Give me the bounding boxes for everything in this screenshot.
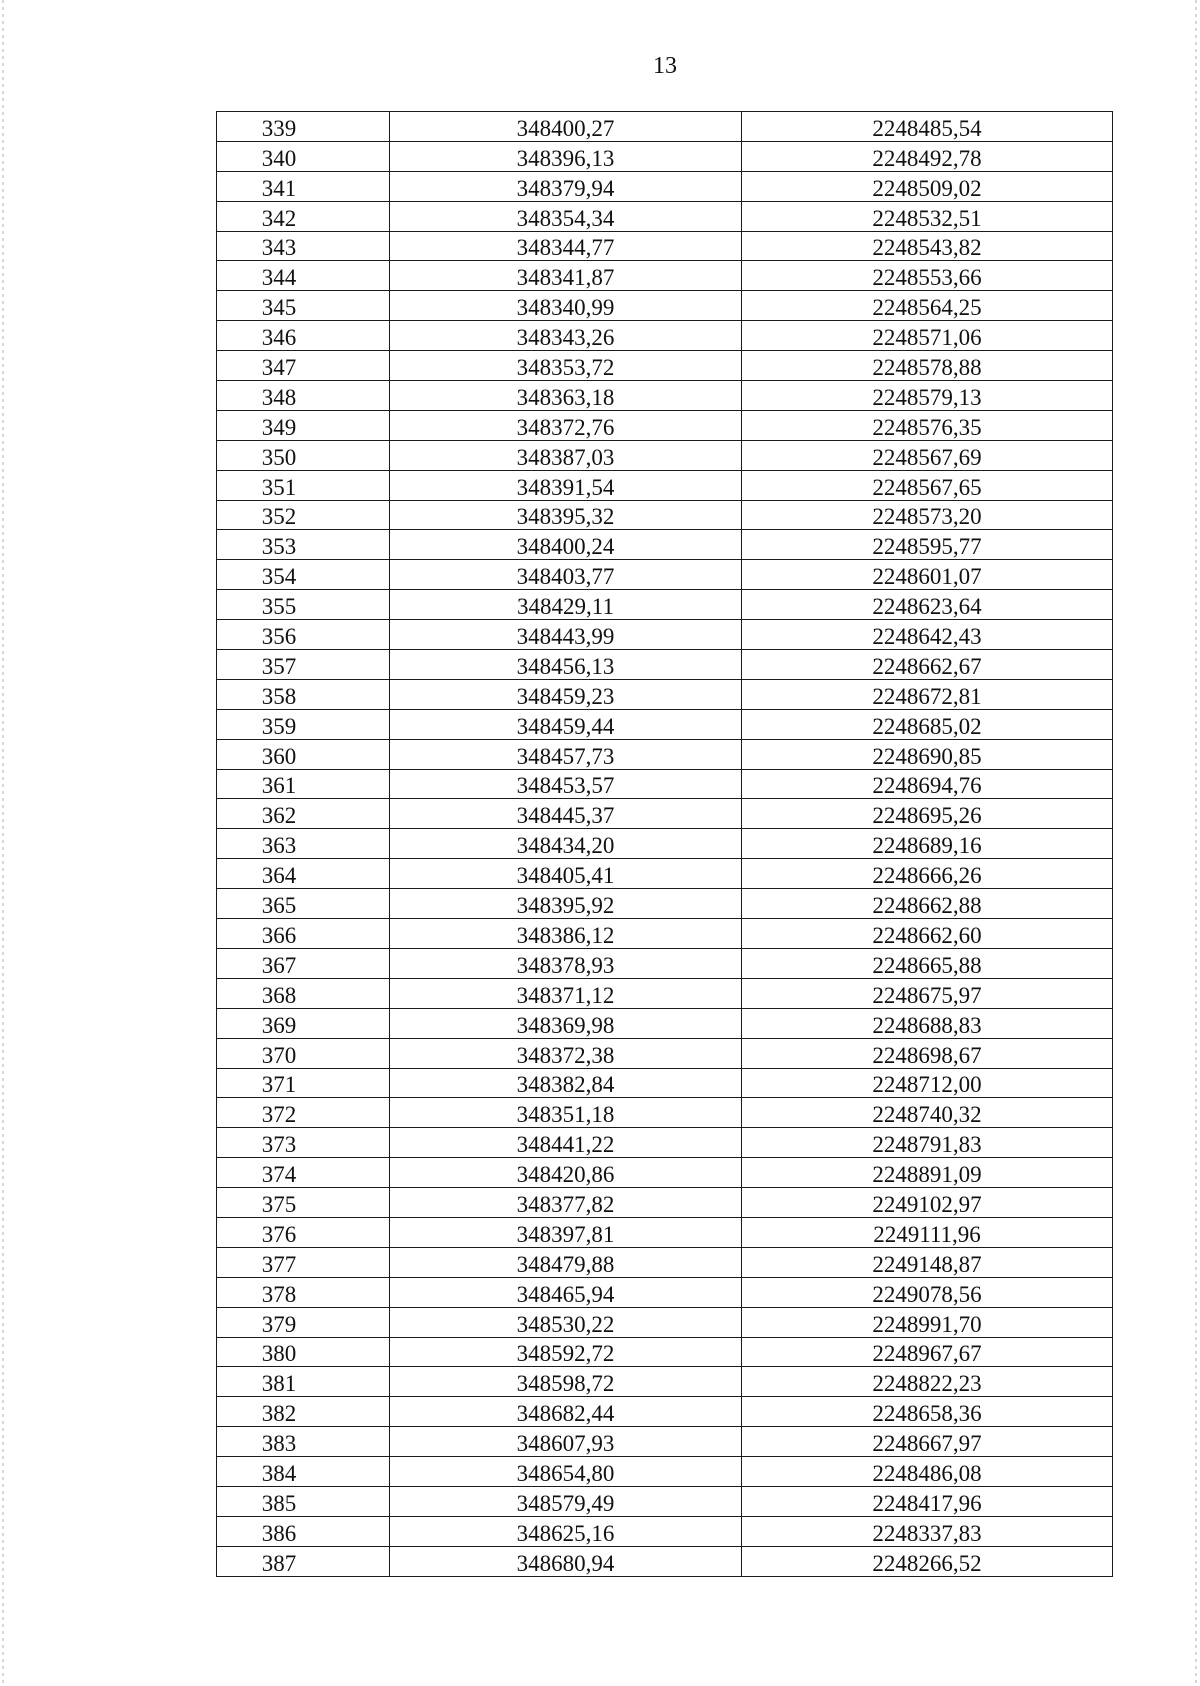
x-coordinate-cell: 348372,76 xyxy=(390,410,742,440)
point-number-cell: 346 xyxy=(217,321,390,351)
coordinates-table-body xyxy=(217,112,1113,1577)
x-coordinate-cell: 348465,94 xyxy=(390,1277,742,1307)
point-number-cell: 356 xyxy=(217,620,390,650)
point-number-cell: 339 xyxy=(217,112,390,142)
table-row xyxy=(217,1188,1113,1218)
y-coordinate-cell: 2248685,02 xyxy=(742,709,1113,739)
x-coordinate-cell: 348459,23 xyxy=(390,679,742,709)
table-row xyxy=(217,679,1113,709)
x-coordinate-cell: 348397,81 xyxy=(390,1217,742,1247)
table-row xyxy=(217,919,1113,949)
point-number-cell: 352 xyxy=(217,500,390,530)
y-coordinate-cell: 2248567,65 xyxy=(742,470,1113,500)
x-coordinate-cell: 348598,72 xyxy=(390,1367,742,1397)
point-number-cell: 367 xyxy=(217,948,390,978)
y-coordinate-cell: 2248695,26 xyxy=(742,799,1113,829)
y-coordinate-cell: 2248662,60 xyxy=(742,919,1113,949)
y-coordinate-cell: 2248509,02 xyxy=(742,171,1113,201)
table-row xyxy=(217,1128,1113,1158)
point-number-cell: 350 xyxy=(217,440,390,470)
x-coordinate-cell: 348371,12 xyxy=(390,978,742,1008)
y-coordinate-cell: 2249111,96 xyxy=(742,1217,1113,1247)
table-row xyxy=(217,1217,1113,1247)
x-coordinate-cell: 348453,57 xyxy=(390,769,742,799)
y-coordinate-cell: 2248337,83 xyxy=(742,1516,1113,1546)
y-coordinate-cell: 2248690,85 xyxy=(742,739,1113,769)
y-coordinate-cell: 2248543,82 xyxy=(742,231,1113,261)
x-coordinate-cell: 348391,54 xyxy=(390,470,742,500)
x-coordinate-cell: 348344,77 xyxy=(390,231,742,261)
table-row xyxy=(217,171,1113,201)
point-number-cell: 347 xyxy=(217,351,390,381)
y-coordinate-cell: 2248967,67 xyxy=(742,1337,1113,1367)
y-coordinate-cell: 2248567,69 xyxy=(742,440,1113,470)
table-row xyxy=(217,381,1113,411)
scan-edge-right xyxy=(1195,0,1197,1686)
table-row xyxy=(217,201,1113,231)
y-coordinate-cell: 2248595,77 xyxy=(742,530,1113,560)
table-row xyxy=(217,470,1113,500)
table-row xyxy=(217,1098,1113,1128)
table-row xyxy=(217,1008,1113,1038)
y-coordinate-cell: 2248740,32 xyxy=(742,1098,1113,1128)
x-coordinate-cell: 348396,13 xyxy=(390,141,742,171)
point-number-cell: 348 xyxy=(217,381,390,411)
table-row xyxy=(217,1247,1113,1277)
x-coordinate-cell: 348403,77 xyxy=(390,560,742,590)
point-number-cell: 369 xyxy=(217,1008,390,1038)
table-row xyxy=(217,530,1113,560)
table-row xyxy=(217,650,1113,680)
point-number-cell: 359 xyxy=(217,709,390,739)
x-coordinate-cell: 348434,20 xyxy=(390,829,742,859)
table-row xyxy=(217,500,1113,530)
x-coordinate-cell: 348607,93 xyxy=(390,1427,742,1457)
x-coordinate-cell: 348420,86 xyxy=(390,1158,742,1188)
table-row xyxy=(217,859,1113,889)
y-coordinate-cell: 2248991,70 xyxy=(742,1307,1113,1337)
table-row xyxy=(217,1367,1113,1397)
table-row xyxy=(217,410,1113,440)
point-number-cell: 355 xyxy=(217,590,390,620)
x-coordinate-cell: 348343,26 xyxy=(390,321,742,351)
y-coordinate-cell: 2248486,08 xyxy=(742,1457,1113,1487)
point-number-cell: 345 xyxy=(217,291,390,321)
x-coordinate-cell: 348479,88 xyxy=(390,1247,742,1277)
point-number-cell: 370 xyxy=(217,1038,390,1068)
point-number-cell: 372 xyxy=(217,1098,390,1128)
point-number-cell: 373 xyxy=(217,1128,390,1158)
table-row xyxy=(217,799,1113,829)
x-coordinate-cell: 348441,22 xyxy=(390,1128,742,1158)
x-coordinate-cell: 348579,49 xyxy=(390,1486,742,1516)
point-number-cell: 362 xyxy=(217,799,390,829)
y-coordinate-cell: 2248564,25 xyxy=(742,291,1113,321)
table-row xyxy=(217,1038,1113,1068)
table-row xyxy=(217,1337,1113,1367)
point-number-cell: 358 xyxy=(217,679,390,709)
y-coordinate-cell: 2249148,87 xyxy=(742,1247,1113,1277)
y-coordinate-cell: 2248689,16 xyxy=(742,829,1113,859)
table-row xyxy=(217,1277,1113,1307)
y-coordinate-cell: 2248712,00 xyxy=(742,1068,1113,1098)
y-coordinate-cell: 2248822,23 xyxy=(742,1367,1113,1397)
point-number-cell: 342 xyxy=(217,201,390,231)
point-number-cell: 368 xyxy=(217,978,390,1008)
y-coordinate-cell: 2248485,54 xyxy=(742,112,1113,142)
y-coordinate-cell: 2248666,26 xyxy=(742,859,1113,889)
x-coordinate-cell: 348379,94 xyxy=(390,171,742,201)
table-row xyxy=(217,1397,1113,1427)
table-row xyxy=(217,978,1113,1008)
y-coordinate-cell: 2248694,76 xyxy=(742,769,1113,799)
y-coordinate-cell: 2248553,66 xyxy=(742,261,1113,291)
x-coordinate-cell: 348680,94 xyxy=(390,1546,742,1576)
point-number-cell: 371 xyxy=(217,1068,390,1098)
table-row xyxy=(217,769,1113,799)
point-number-cell: 360 xyxy=(217,739,390,769)
x-coordinate-cell: 348378,93 xyxy=(390,948,742,978)
y-coordinate-cell: 2248492,78 xyxy=(742,141,1113,171)
table-row xyxy=(217,739,1113,769)
table-row xyxy=(217,829,1113,859)
point-number-cell: 364 xyxy=(217,859,390,889)
table-row xyxy=(217,1158,1113,1188)
table-row xyxy=(217,590,1113,620)
page-number: 13 xyxy=(653,53,677,79)
table-row xyxy=(217,620,1113,650)
y-coordinate-cell: 2248573,20 xyxy=(742,500,1113,530)
point-number-cell: 380 xyxy=(217,1337,390,1367)
table-row xyxy=(217,112,1113,142)
y-coordinate-cell: 2248662,88 xyxy=(742,889,1113,919)
x-coordinate-cell: 348386,12 xyxy=(390,919,742,949)
table-row xyxy=(217,231,1113,261)
scan-edge-left xyxy=(2,0,4,1686)
x-coordinate-cell: 348372,38 xyxy=(390,1038,742,1068)
point-number-cell: 365 xyxy=(217,889,390,919)
y-coordinate-cell: 2248579,13 xyxy=(742,381,1113,411)
x-coordinate-cell: 348625,16 xyxy=(390,1516,742,1546)
y-coordinate-cell: 2248791,83 xyxy=(742,1128,1113,1158)
x-coordinate-cell: 348682,44 xyxy=(390,1397,742,1427)
x-coordinate-cell: 348351,18 xyxy=(390,1098,742,1128)
point-number-cell: 363 xyxy=(217,829,390,859)
table-row xyxy=(217,141,1113,171)
table-row xyxy=(217,1307,1113,1337)
y-coordinate-cell: 2248578,88 xyxy=(742,351,1113,381)
x-coordinate-cell: 348445,37 xyxy=(390,799,742,829)
point-number-cell: 354 xyxy=(217,560,390,590)
point-number-cell: 377 xyxy=(217,1247,390,1277)
x-coordinate-cell: 348377,82 xyxy=(390,1188,742,1218)
table-row xyxy=(217,261,1113,291)
point-number-cell: 378 xyxy=(217,1277,390,1307)
y-coordinate-cell: 2248698,67 xyxy=(742,1038,1113,1068)
table-row xyxy=(217,709,1113,739)
point-number-cell: 357 xyxy=(217,650,390,680)
table-row xyxy=(217,321,1113,351)
y-coordinate-cell: 2249078,56 xyxy=(742,1277,1113,1307)
x-coordinate-cell: 348395,32 xyxy=(390,500,742,530)
y-coordinate-cell: 2248266,52 xyxy=(742,1546,1113,1576)
y-coordinate-cell: 2248642,43 xyxy=(742,620,1113,650)
table-row xyxy=(217,1516,1113,1546)
point-number-cell: 384 xyxy=(217,1457,390,1487)
table-row xyxy=(217,560,1113,590)
point-number-cell: 375 xyxy=(217,1188,390,1218)
point-number-cell: 366 xyxy=(217,919,390,949)
y-coordinate-cell: 2248658,36 xyxy=(742,1397,1113,1427)
x-coordinate-cell: 348457,73 xyxy=(390,739,742,769)
point-number-cell: 385 xyxy=(217,1486,390,1516)
x-coordinate-cell: 348387,03 xyxy=(390,440,742,470)
point-number-cell: 379 xyxy=(217,1307,390,1337)
x-coordinate-cell: 348353,72 xyxy=(390,351,742,381)
y-coordinate-cell: 2248662,67 xyxy=(742,650,1113,680)
table-row xyxy=(217,440,1113,470)
point-number-cell: 376 xyxy=(217,1217,390,1247)
x-coordinate-cell: 348382,84 xyxy=(390,1068,742,1098)
y-coordinate-cell: 2248672,81 xyxy=(742,679,1113,709)
y-coordinate-cell: 2248665,88 xyxy=(742,948,1113,978)
x-coordinate-cell: 348395,92 xyxy=(390,889,742,919)
coordinates-table xyxy=(216,111,1113,1577)
y-coordinate-cell: 2248623,64 xyxy=(742,590,1113,620)
table-row xyxy=(217,1068,1113,1098)
point-number-cell: 349 xyxy=(217,410,390,440)
table-row xyxy=(217,1546,1113,1576)
y-coordinate-cell: 2248891,09 xyxy=(742,1158,1113,1188)
y-coordinate-cell: 2248417,96 xyxy=(742,1486,1113,1516)
point-number-cell: 387 xyxy=(217,1546,390,1576)
x-coordinate-cell: 348341,87 xyxy=(390,261,742,291)
point-number-cell: 344 xyxy=(217,261,390,291)
table-row xyxy=(217,1427,1113,1457)
point-number-cell: 382 xyxy=(217,1397,390,1427)
point-number-cell: 374 xyxy=(217,1158,390,1188)
x-coordinate-cell: 348363,18 xyxy=(390,381,742,411)
x-coordinate-cell: 348369,98 xyxy=(390,1008,742,1038)
x-coordinate-cell: 348443,99 xyxy=(390,620,742,650)
point-number-cell: 343 xyxy=(217,231,390,261)
point-number-cell: 340 xyxy=(217,141,390,171)
x-coordinate-cell: 348429,11 xyxy=(390,590,742,620)
point-number-cell: 353 xyxy=(217,530,390,560)
point-number-cell: 383 xyxy=(217,1427,390,1457)
table-row xyxy=(217,889,1113,919)
x-coordinate-cell: 348405,41 xyxy=(390,859,742,889)
y-coordinate-cell: 2248667,97 xyxy=(742,1427,1113,1457)
x-coordinate-cell: 348459,44 xyxy=(390,709,742,739)
y-coordinate-cell: 2248576,35 xyxy=(742,410,1113,440)
y-coordinate-cell: 2248688,83 xyxy=(742,1008,1113,1038)
point-number-cell: 361 xyxy=(217,769,390,799)
x-coordinate-cell: 348340,99 xyxy=(390,291,742,321)
y-coordinate-cell: 2248601,07 xyxy=(742,560,1113,590)
point-number-cell: 386 xyxy=(217,1516,390,1546)
x-coordinate-cell: 348654,80 xyxy=(390,1457,742,1487)
y-coordinate-cell: 2248675,97 xyxy=(742,978,1113,1008)
table-row xyxy=(217,351,1113,381)
x-coordinate-cell: 348400,24 xyxy=(390,530,742,560)
x-coordinate-cell: 348592,72 xyxy=(390,1337,742,1367)
table-row xyxy=(217,291,1113,321)
x-coordinate-cell: 348456,13 xyxy=(390,650,742,680)
point-number-cell: 381 xyxy=(217,1367,390,1397)
table-row xyxy=(217,1457,1113,1487)
y-coordinate-cell: 2248571,06 xyxy=(742,321,1113,351)
point-number-cell: 341 xyxy=(217,171,390,201)
y-coordinate-cell: 2249102,97 xyxy=(742,1188,1113,1218)
x-coordinate-cell: 348400,27 xyxy=(390,112,742,142)
point-number-cell: 351 xyxy=(217,470,390,500)
x-coordinate-cell: 348530,22 xyxy=(390,1307,742,1337)
table-row xyxy=(217,948,1113,978)
x-coordinate-cell: 348354,34 xyxy=(390,201,742,231)
table-row xyxy=(217,1486,1113,1516)
y-coordinate-cell: 2248532,51 xyxy=(742,201,1113,231)
